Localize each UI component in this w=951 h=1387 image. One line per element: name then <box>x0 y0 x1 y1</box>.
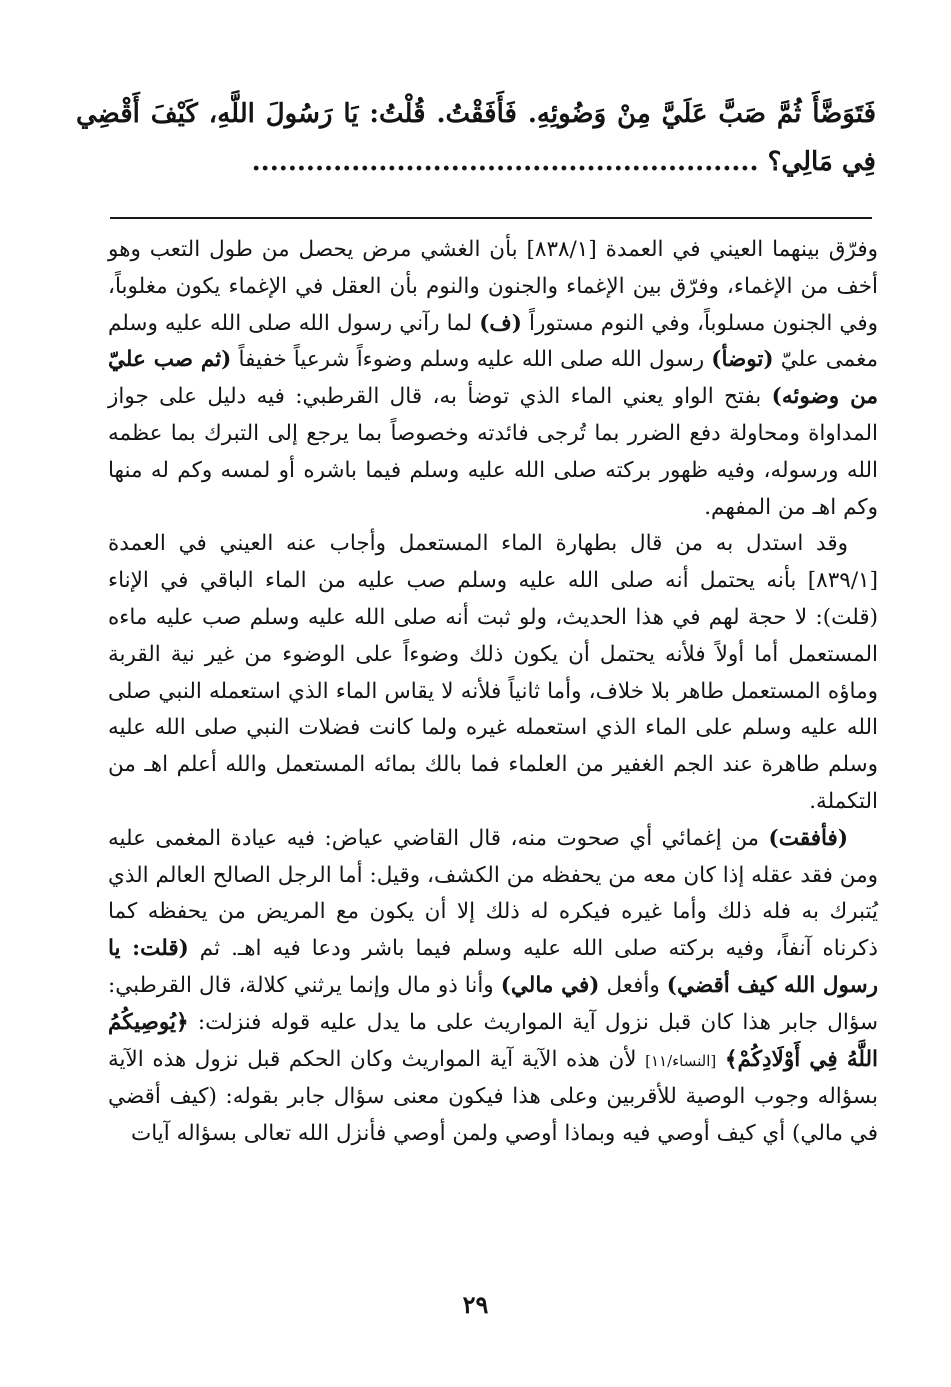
paragraph-text: لأن هذه الآية آية المواريث وكان الحكم قبل نزول هذه الآية بسؤاله وجوب الوصية للأقربين وعلى هذا فيكون معنى سؤال جابر بقوله: (كيف أقضي في مالي) أي كيف أوصي فيه وبماذا أوصي ولمن أوصي فأنزل الله تعالى بسؤاله آيات <box>108 1046 878 1147</box>
commentary-paragraph-3 <box>108 821 878 1153</box>
bold-quote: (توضأ) <box>711 347 774 373</box>
hadith-text-block <box>76 90 876 186</box>
bold-quote: (في مالي) <box>500 972 600 998</box>
quran-verse: ﴿يُوصِيكُمُ اللَّهُ فِي أَوْلَادِكُمْ﴾ <box>108 1009 878 1072</box>
commentary-block <box>108 232 878 1153</box>
bold-quote: (ف) <box>479 310 522 336</box>
page-number: ٢٩ <box>462 1290 489 1319</box>
bold-quote: (فأفقت) <box>768 825 848 851</box>
bold-quote: (قلت: يا رسول الله كيف أقضي) <box>108 936 878 998</box>
hadith-text: فَتَوَضَّأَ ثُمَّ صَبَّ عَلَيَّ مِنْ وَضُوئِهِ. فَأَفَقْتُ. قُلْتُ: يَا رَسُولَ اللَّهِ، كَيْفَ أَقْضِي فِي مَالِي؟ <box>76 99 876 177</box>
continuation-dots: ........................................................ <box>251 147 759 177</box>
paragraph-text: وأنا ذو مال وإنما يرثني كلالة، قال القرطبي: سؤال جابر هذا كان قبل نزول آية المواريث على ما يدل عليه قوله فنزلت: <box>108 972 878 1035</box>
paragraph-text: رسول الله صلى الله عليه وسلم وضوءاً شرعياً خفيفاً <box>231 347 712 373</box>
paragraph-text: بفتح الواو يعني الماء الذي توضأ به، قال القرطبي: فيه دليل على جواز المداواة ومحاولة دفع الضرر بما تُرجى فائدته وخصوصاً بما يرجع إلى التبرك بما عظمه الله ورسوله، وفيه ظهور بركته صلى الله عليه وسلم فيما باشره أو لمسه وكم له منها وكم اهـ من المفهم. <box>108 384 878 520</box>
verse-reference: [النساء/١١] <box>645 1051 717 1070</box>
paragraph-text: وأفعل <box>599 972 667 998</box>
separator-line <box>110 217 872 219</box>
paragraph-text: وقد استدل به من قال بطهارة الماء المستعمل وأجاب عنه العيني في العمدة [٨٣٩/١] بأنه يحتمل أنه صلى الله عليه وسلم صب عليه من الماء الباقي في الإناء (قلت): لا حجة لهم في هذا الحديث، ولو ثبت أنه صلى الله عليه وسلم صب عليه ماءه المستعمل أما أولاً فلأنه يحتمل أن يكون ذلك وضوءاً على الوضوء من غير نية القربة وماؤه المستعمل طاهر بلا خلاف، وأما ثانياً فلأنه لا يقاس الماء الذي استعمله النبي صلى الله عليه وسلم على الماء الذي استعمله غيره ولما كانت فضلات النبي صلى الله عليه وسلم طاهرة عند الجم الغفير من العلماء فما بالك بمائه المستعمل والله أعلم اهـ من التكملة. <box>108 531 878 814</box>
bold-quote: (ثم صب عليّ من وضوئه) <box>108 347 878 410</box>
commentary-paragraph-1 <box>108 232 878 526</box>
commentary-paragraph-2 <box>108 526 878 820</box>
paragraph-text: من إغمائي أي صحوت منه، قال القاضي عياض: فيه عيادة المغمى عليه ومن فقد عقله إذا كان معه من يحفظه من الكشف، وقيل: أما الرجل الصالح العالم الذي يُتبرك به فله ذلك وأما غيره فيكره له ذلك إلا أن يكون مع المريض من يحفظه كما ذكرناه آنفاً، وفيه بركته صلى الله عليه وسلم فيما باشر ودعا فيه اهـ. ثم <box>108 825 878 962</box>
paragraph-text: وفرّق بينهما العيني في العمدة [٨٣٨/١] بأن الغشي مرض يحصل من طول التعب وهو أخف من الإغماء، وفرّق بين الإغماء والجنون والنوم بأن العقل في الإغماء يكون مغلوباً، وفي الجنون مسلوباً، وفي النوم مستوراً <box>108 237 878 336</box>
paragraph-text: لما رآني رسول الله صلى الله عليه وسلم مغمى عليّ <box>108 310 878 373</box>
